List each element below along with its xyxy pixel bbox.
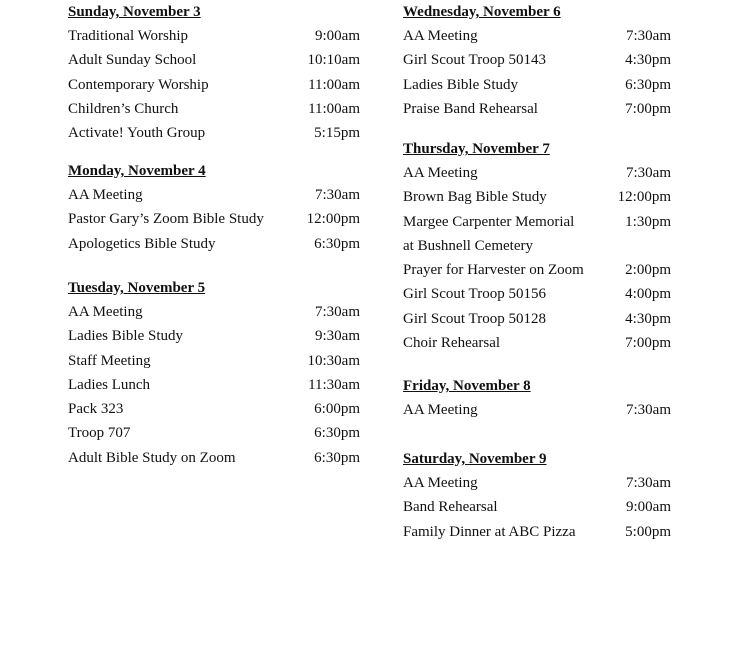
event-row <box>403 210 671 234</box>
event-name: AA Meeting <box>68 187 143 203</box>
event-name: Girl Scout Troop 50156 <box>403 286 546 303</box>
event-name: Family Dinner at ABC Pizza <box>403 523 576 540</box>
event-row <box>68 324 360 348</box>
event-time: 4:30pm <box>625 52 671 69</box>
event-row <box>68 24 360 48</box>
day-section-sunday <box>68 0 360 145</box>
event-time: 1:30pm <box>625 213 671 230</box>
day-heading: Tuesday, November 5 <box>68 280 206 296</box>
event-time: 7:30am <box>315 187 360 203</box>
event-time: 6:30pm <box>314 449 360 466</box>
event-time: 7:00pm <box>625 335 671 352</box>
event-name: Choir Rehearsal <box>403 335 501 352</box>
day-heading: Monday, November 4 <box>68 163 206 179</box>
event-row <box>403 73 671 97</box>
event-name: Brown Bag Bible Study <box>403 189 547 206</box>
event-name: Girl Scout Troop 50128 <box>403 310 546 327</box>
event-time: 5:00pm <box>625 523 671 540</box>
event-row <box>68 373 360 397</box>
event-row <box>68 97 360 121</box>
event-name: Ladies Bible Study <box>68 328 183 345</box>
event-name: Adult Sunday School <box>68 52 197 69</box>
event-name: Prayer for Harvester on Zoom <box>403 262 584 279</box>
event-time: 6:00pm <box>314 401 360 418</box>
event-row <box>403 331 671 355</box>
event-time: 11:30am <box>308 376 360 393</box>
event-name: Pastor Gary’s Zoom Bible Study <box>68 211 264 228</box>
event-name: Pack 323 <box>68 401 124 418</box>
event-time: 9:00am <box>315 28 360 44</box>
day-section-friday <box>403 374 671 422</box>
event-name: Praise Band Rehearsal <box>403 100 538 117</box>
event-name: Apologetics Bible Study <box>68 235 216 252</box>
event-name: Ladies Bible Study <box>403 76 518 93</box>
event-row <box>403 48 671 72</box>
event-name: Staff Meeting <box>68 352 151 369</box>
day-heading: Saturday, November 9 <box>403 451 547 467</box>
event-row <box>68 300 360 324</box>
event-row <box>403 495 671 519</box>
event-time: 12:00pm <box>306 211 360 228</box>
event-time: 7:30am <box>626 402 671 418</box>
event-row <box>68 397 360 421</box>
event-name: Adult Bible Study on Zoom <box>68 449 236 466</box>
day-heading: Friday, November 8 <box>403 378 531 394</box>
event-name: Children’s Church <box>68 100 179 117</box>
event-time: 6:30pm <box>314 425 360 442</box>
event-time: 12:00pm <box>617 189 671 206</box>
event-row <box>68 421 360 445</box>
event-time: 7:00pm <box>625 100 671 117</box>
event-name: Traditional Worship <box>68 28 189 44</box>
event-time: 6:30pm <box>625 76 671 93</box>
event-name: Margee Carpenter Memorial <box>403 213 575 230</box>
event-name: Activate! Youth Group <box>68 125 206 142</box>
day-heading: Thursday, November 7 <box>403 141 550 157</box>
event-row <box>68 207 360 231</box>
event-time: 4:00pm <box>625 286 671 303</box>
event-name: AA Meeting <box>403 402 478 418</box>
event-time: 11:00am <box>308 100 360 117</box>
day-heading: Sunday, November 3 <box>68 4 201 20</box>
event-row <box>403 520 671 544</box>
event-name: Ladies Lunch <box>68 376 151 393</box>
event-row <box>68 232 360 256</box>
event-time: 9:00am <box>626 499 671 516</box>
event-row <box>68 349 360 373</box>
day-section-thursday <box>403 137 671 355</box>
event-row <box>403 307 671 331</box>
event-row <box>68 183 360 207</box>
event-row <box>403 234 671 258</box>
event-time: 7:30am <box>626 475 671 491</box>
event-time: 5:15pm <box>314 125 360 142</box>
event-row <box>403 24 671 48</box>
event-name: AA Meeting <box>403 28 478 44</box>
event-time: 4:30pm <box>625 310 671 327</box>
event-row <box>68 73 360 97</box>
day-section-tuesday <box>68 276 360 470</box>
event-row <box>403 282 671 306</box>
event-name: Band Rehearsal <box>403 499 498 516</box>
event-name: AA Meeting <box>403 165 478 181</box>
event-time: 9:30am <box>315 328 360 345</box>
event-row <box>68 446 360 470</box>
day-section-wednesday <box>403 0 671 121</box>
event-time: 7:30am <box>315 304 360 320</box>
event-row <box>403 471 671 495</box>
event-row <box>403 258 671 282</box>
event-name: Contemporary Worship <box>68 76 209 93</box>
event-name: Troop 707 <box>68 425 131 442</box>
event-time: 10:30am <box>307 352 360 369</box>
day-section-saturday <box>403 447 671 544</box>
event-name: AA Meeting <box>68 304 143 320</box>
event-time: 7:30am <box>626 28 671 44</box>
event-time: 6:30pm <box>314 235 360 252</box>
event-row <box>403 161 671 185</box>
event-time: 7:30am <box>626 165 671 181</box>
event-name: at Bushnell Cemetery <box>403 237 533 254</box>
event-time: 10:10am <box>307 52 360 69</box>
event-row <box>403 185 671 209</box>
event-row <box>403 398 671 422</box>
day-section-monday <box>68 159 360 256</box>
event-name: AA Meeting <box>403 475 478 491</box>
event-time: 11:00am <box>308 76 360 93</box>
day-heading: Wednesday, November 6 <box>403 4 561 20</box>
event-time: 2:00pm <box>625 262 671 279</box>
event-name: Girl Scout Troop 50143 <box>403 52 546 69</box>
event-row <box>403 97 671 121</box>
event-row <box>68 48 360 72</box>
event-row <box>68 121 360 145</box>
